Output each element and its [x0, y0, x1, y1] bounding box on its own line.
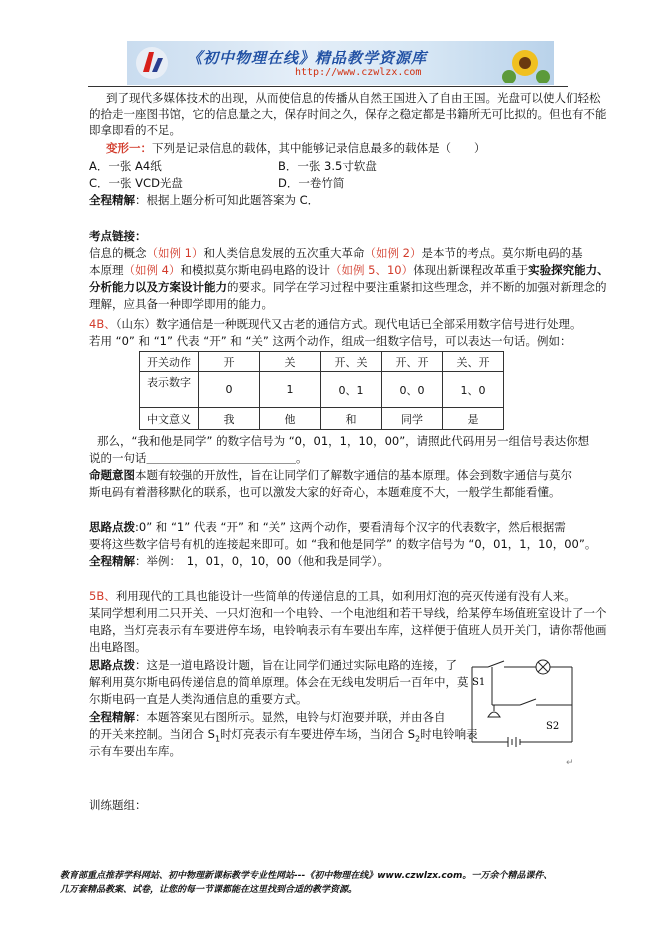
- option-b: B．一张 3.5寸软盘: [278, 159, 377, 173]
- q5-line-2: 某同学想利用二只开关、一只灯泡和一个电铃、一个电池组和若干导线，给某停车场值班室设计了一个: [89, 606, 607, 620]
- circuit-diagram: [468, 657, 578, 749]
- footer-line-1: 教育部重点推荐学科网站、初中物理新课标教学专业性网站---《初中物理在线》www.czwlzx.com。一万余个精品课件、: [60, 871, 553, 881]
- switch-s2-label: S2: [546, 721, 560, 732]
- training-heading: 训练题组：: [89, 798, 147, 812]
- footer-line-2: 几万套精品教案、试卷，让您的每一节课都能在这里找到合适的教学资源。: [60, 885, 358, 895]
- q4-intent-2: 斯电码有着潜移默化的联系，也可以激发大家的好奇心，本题难度不大，一般学生都能看懂。: [89, 485, 561, 499]
- q4-intent-1: 命题意图本题有较强的开放性，旨在让同学们了解数字通信的基本原理。体会到数字通信与莫尔: [89, 468, 572, 482]
- q4-answer: 全程精解：举例： 1，01，0，10，00（他和我是同学）。: [89, 554, 390, 568]
- site-logo-icon: [135, 46, 169, 80]
- kaodian-heading: 考点链接：: [89, 229, 147, 243]
- q5-answer-3: 示有车要出车库。: [89, 744, 181, 758]
- q5-answer-2: 的开关来控制。当闭合 $S_1$时灯亮表示有车要进停车场，当闭合 $S_2$时电铃响表: [89, 727, 478, 744]
- q4-after-1: 那么，“我和他是同学” 的数字信号为 “0，01，1，10，00”，请照此代码用另一组信号表达你想: [97, 434, 590, 448]
- q5-hint-2: 解利用莫尔斯电码传递信息的简单原理。体会在无线电发明后一百年中，莫: [89, 675, 469, 689]
- option-a: A．一张 A4纸: [89, 159, 162, 173]
- switch-s1-label: S1: [472, 677, 486, 688]
- header-banner: [127, 41, 554, 85]
- q5-line-4: 出电路图。: [89, 640, 147, 654]
- q5-hint-1: 思路点拨：这是一道电路设计题，旨在让同学们通过实际电路的连接，了: [89, 658, 457, 672]
- option-d: D．一卷竹简: [278, 176, 345, 190]
- kaodian-line-2: 本原理（如例 4）和模拟莫尔斯电码电路的设计（如例 5、10）体现出新课程改革重于实验探究能力、: [89, 263, 609, 277]
- intro-line-2: 的拾走一座图书馆，它的信息量之大，保存时间之久，保存之稳定都是书籍所无可比拟的。但也有不能: [89, 107, 607, 121]
- kaodian-line-1: 信息的概念（如例 1）和人类信息发展的五次重大革命（如例 2）是本节的考点。莫尔斯电码的基: [89, 246, 583, 260]
- code-table: [139, 351, 504, 430]
- q4-hint-1: 思路点拨:0” 和 “1” 代表 “开” 和 “关” 这两个动作，要看清每个汉字的代表数字，然后根据需: [89, 520, 566, 534]
- banner-url[interactable]: http://www.czwlzx.com: [295, 67, 422, 78]
- table-row: 表示数字 0 1 0、1 0、0 1、0: [140, 372, 504, 408]
- table-row: 开关动作 开 关 开、关 开、开 关、开: [140, 352, 504, 372]
- kaodian-line-4: 理解，应具备一种即学即用的能力。: [89, 297, 273, 311]
- kaodian-line-3: 分析能力以及方案设计能力的要求。同学在学习过程中要注重紧扣这些理念，并不断的加强对新理念的: [89, 280, 607, 294]
- lamp-icon: [536, 660, 550, 674]
- variant-question-text: 下列是记录信息的载体，其中能够记录信息最多的载体是（ ）: [152, 141, 486, 155]
- table-row: 中文意义 我 他 和 同学 是: [140, 408, 504, 430]
- sunflower-icon: [500, 43, 550, 83]
- banner-title: 《初中物理在线》精品教学资源库: [187, 49, 428, 67]
- answer-label: 全程精解: [89, 193, 135, 207]
- q4-hint-2: 要将这些数字信号有机的连接起来即可。如 “我和他是同学” 的数字信号为 “0，01，1，10，00”。: [89, 537, 597, 551]
- q4-line-1: 4B、（山东）数字通信是一种既现代又古老的通信方式。现代电话已全部采用数字信号进行处理。: [89, 317, 582, 331]
- header-rule: [88, 86, 568, 87]
- q4-line-2: 若用 “0” 和 “1” 代表 “开” 和 “关” 这两个动作，组成一组数字信号，可以表达一句话。例如：: [89, 334, 572, 348]
- variant-answer: [89, 192, 319, 208]
- answer-text: ：根据上题分析可知此题答案为 C．: [135, 193, 320, 207]
- q5-answer-1: 全程精解：本题答案见右图所示。显然，电铃与灯泡要并联，并由各自: [89, 710, 446, 724]
- option-c: C．一张 VCD光盘: [89, 176, 183, 190]
- return-mark-icon: ↵: [566, 758, 574, 768]
- q5-line-1: 5B、利用现代的工具也能设计一些简单的传递信息的工具，如利用灯泡的亮灭传递有没有人来。: [89, 589, 576, 603]
- intro-line-1: 到了现代多媒体技术的出现，从而使信息的传播从自然王国进入了自由王国。光盘可以使人们轻松: [106, 91, 601, 105]
- variant-label: 变形一：: [106, 141, 152, 155]
- intro-line-3: 即拿即看的不足。: [89, 123, 181, 137]
- variant-question: [106, 140, 486, 156]
- q5-line-3: 电路，当灯亮表示有车要进停车场，电铃响表示有车要出车库，这样便于值班人员开关门，请你帮他画: [89, 623, 607, 637]
- bell-icon: [488, 705, 500, 717]
- q4-after-2: 说的一句话＿＿＿＿＿＿＿＿＿＿＿＿＿。: [89, 451, 308, 465]
- q5-hint-3: 尔斯电码一直是人类沟通信息的重要方式。: [89, 692, 308, 706]
